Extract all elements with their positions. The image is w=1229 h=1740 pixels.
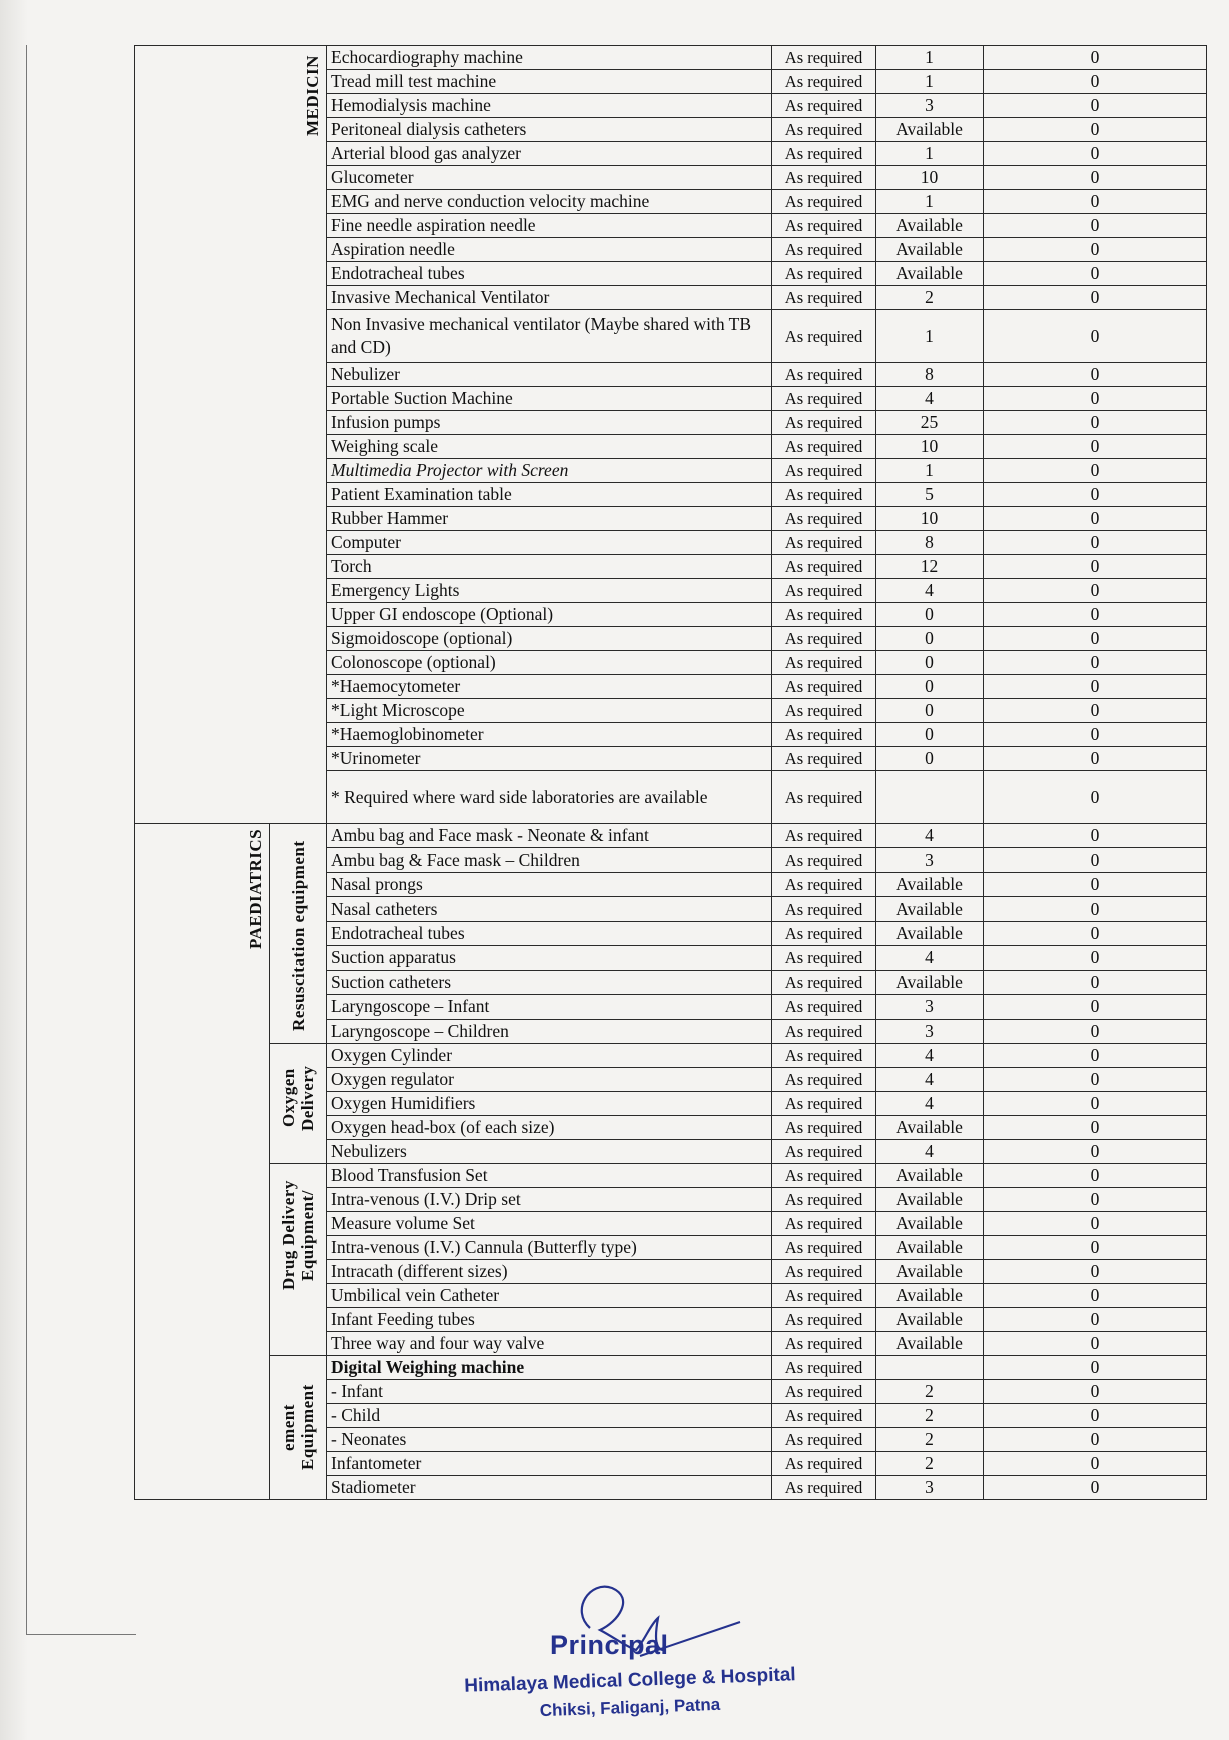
deficit-cell: 0	[984, 824, 1207, 848]
available-cell: 3	[876, 848, 984, 872]
table-row	[135, 1356, 1207, 1380]
available-cell: 4	[876, 946, 984, 970]
deficit-cell: 0	[984, 310, 1207, 363]
item-cell: Intracath (different sizes)	[327, 1260, 772, 1284]
deficit-cell: 0	[984, 970, 1207, 994]
requirement-cell: As required	[772, 1068, 876, 1092]
deficit-cell: 0	[984, 627, 1207, 651]
requirement-cell: As required	[772, 1116, 876, 1140]
requirement-cell: As required	[772, 921, 876, 945]
deficit-cell: 0	[984, 872, 1207, 896]
available-cell: 10	[876, 435, 984, 459]
deficit-cell: 0	[984, 142, 1207, 166]
deficit-cell: 0	[984, 1380, 1207, 1404]
bottom-rule	[26, 1634, 136, 1635]
item-cell: Oxygen Cylinder	[327, 1044, 772, 1068]
item-cell: Intra-venous (I.V.) Drip set	[327, 1188, 772, 1212]
subgroup-drug-delivery	[270, 1164, 327, 1356]
requirement-cell: As required	[772, 897, 876, 921]
deficit-cell: 0	[984, 1092, 1207, 1116]
deficit-cell: 0	[984, 675, 1207, 699]
principal-stamp	[440, 1580, 820, 1730]
requirement-cell: As required	[772, 1236, 876, 1260]
requirement-cell: As required	[772, 435, 876, 459]
department-medicine	[135, 46, 327, 824]
item-cell: Digital Weighing machine	[327, 1356, 772, 1380]
subgroup-oxygen-label: Oxygen Delivery	[279, 1065, 317, 1131]
item-cell: Measure volume Set	[327, 1212, 772, 1236]
available-cell: 4	[876, 1140, 984, 1164]
available-cell: 1	[876, 459, 984, 483]
deficit-cell: 0	[984, 897, 1207, 921]
available-cell: 12	[876, 555, 984, 579]
table-row	[135, 46, 1207, 70]
deficit-cell: 0	[984, 1068, 1207, 1092]
available-cell: Available	[876, 970, 984, 994]
available-cell: Available	[876, 897, 984, 921]
department-paediatrics-label: PAEDIATRICS	[246, 828, 265, 950]
requirement-cell: As required	[772, 94, 876, 118]
item-cell: Ambu bag and Face mask - Neonate & infant	[327, 824, 772, 848]
available-cell: 0	[876, 723, 984, 747]
item-cell: Oxygen Humidifiers	[327, 1092, 772, 1116]
deficit-cell: 0	[984, 1284, 1207, 1308]
item-cell: Three way and four way valve	[327, 1332, 772, 1356]
deficit-cell: 0	[984, 531, 1207, 555]
available-cell: 2	[876, 1428, 984, 1452]
deficit-cell: 0	[984, 1140, 1207, 1164]
requirement-cell: As required	[772, 995, 876, 1019]
subgroup-measurement-label: ement Equipment	[279, 1384, 317, 1471]
available-cell: 0	[876, 747, 984, 771]
deficit-cell: 0	[984, 214, 1207, 238]
item-cell: Echocardiography machine	[327, 46, 772, 70]
item-cell: Oxygen regulator	[327, 1068, 772, 1092]
available-cell: 4	[876, 1068, 984, 1092]
item-cell: Infantometer	[327, 1452, 772, 1476]
available-cell: 1	[876, 70, 984, 94]
table-row	[135, 1164, 1207, 1188]
requirement-cell: As required	[772, 627, 876, 651]
available-cell: Available	[876, 1260, 984, 1284]
available-cell: Available	[876, 1116, 984, 1140]
requirement-cell: As required	[772, 1476, 876, 1500]
requirement-cell: As required	[772, 699, 876, 723]
deficit-cell: 0	[984, 363, 1207, 387]
deficit-cell: 0	[984, 46, 1207, 70]
requirement-cell: As required	[772, 238, 876, 262]
available-cell: 0	[876, 699, 984, 723]
item-cell: Suction catheters	[327, 970, 772, 994]
requirement-cell: As required	[772, 483, 876, 507]
available-cell: Available	[876, 1308, 984, 1332]
deficit-cell: 0	[984, 1044, 1207, 1068]
requirement-cell: As required	[772, 824, 876, 848]
requirement-cell: As required	[772, 507, 876, 531]
available-cell: Available	[876, 1164, 984, 1188]
item-cell: Suction apparatus	[327, 946, 772, 970]
item-cell: Ambu bag & Face mask – Children	[327, 848, 772, 872]
deficit-cell: 0	[984, 1476, 1207, 1500]
requirement-cell: As required	[772, 555, 876, 579]
item-cell: Blood Transfusion Set	[327, 1164, 772, 1188]
item-cell: Hemodialysis machine	[327, 94, 772, 118]
requirement-cell: As required	[772, 1404, 876, 1428]
deficit-cell: 0	[984, 1332, 1207, 1356]
available-cell: 1	[876, 310, 984, 363]
item-cell: - Neonates	[327, 1428, 772, 1452]
available-cell: 2	[876, 1380, 984, 1404]
item-cell: Upper GI endoscope (Optional)	[327, 603, 772, 627]
available-cell: Available	[876, 118, 984, 142]
deficit-cell: 0	[984, 118, 1207, 142]
item-cell: EMG and nerve conduction velocity machine	[327, 190, 772, 214]
requirement-cell: As required	[772, 1380, 876, 1404]
item-cell: Oxygen head-box (of each size)	[327, 1116, 772, 1140]
requirement-cell: As required	[772, 1188, 876, 1212]
deficit-cell: 0	[984, 579, 1207, 603]
table-row	[135, 1044, 1207, 1068]
requirement-cell: As required	[772, 262, 876, 286]
available-cell: 3	[876, 1019, 984, 1044]
requirement-cell: As required	[772, 579, 876, 603]
deficit-cell: 0	[984, 1212, 1207, 1236]
deficit-cell: 0	[984, 699, 1207, 723]
deficit-cell: 0	[984, 946, 1207, 970]
available-cell: 25	[876, 411, 984, 435]
item-cell: Infusion pumps	[327, 411, 772, 435]
deficit-cell: 0	[984, 262, 1207, 286]
stamp-address: Chiksi, Faliganj, Patna	[539, 1694, 721, 1721]
deficit-cell: 0	[984, 1428, 1207, 1452]
item-cell: Portable Suction Machine	[327, 387, 772, 411]
item-cell: Fine needle aspiration needle	[327, 214, 772, 238]
requirement-cell: As required	[772, 190, 876, 214]
item-cell: Sigmoidoscope (optional)	[327, 627, 772, 651]
deficit-cell: 0	[984, 771, 1207, 824]
available-cell: 8	[876, 531, 984, 555]
available-cell: 2	[876, 286, 984, 310]
available-cell: 1	[876, 142, 984, 166]
available-cell: Available	[876, 1212, 984, 1236]
equipment-table-body	[135, 46, 1207, 1500]
item-cell: Computer	[327, 531, 772, 555]
requirement-cell: As required	[772, 459, 876, 483]
deficit-cell: 0	[984, 94, 1207, 118]
deficit-cell: 0	[984, 1404, 1207, 1428]
item-cell: Colonoscope (optional)	[327, 651, 772, 675]
item-cell: Nebulizer	[327, 363, 772, 387]
deficit-cell: 0	[984, 603, 1207, 627]
margin-rule	[26, 45, 27, 1635]
deficit-cell: 0	[984, 1188, 1207, 1212]
subgroup-resuscitation	[270, 824, 327, 1044]
requirement-cell: As required	[772, 1260, 876, 1284]
requirement-cell: As required	[772, 363, 876, 387]
stamp-institution: Himalaya Medical College & Hospital	[463, 1664, 797, 1697]
item-cell: - Child	[327, 1404, 772, 1428]
item-cell: Emergency Lights	[327, 579, 772, 603]
available-cell: 0	[876, 627, 984, 651]
available-cell: Available	[876, 1236, 984, 1260]
available-cell: 3	[876, 1476, 984, 1500]
deficit-cell: 0	[984, 190, 1207, 214]
item-cell: Arterial blood gas analyzer	[327, 142, 772, 166]
deficit-cell: 0	[984, 1260, 1207, 1284]
requirement-cell: As required	[772, 70, 876, 94]
item-cell: Laryngoscope – Children	[327, 1019, 772, 1044]
requirement-cell: As required	[772, 411, 876, 435]
deficit-cell: 0	[984, 1452, 1207, 1476]
deficit-cell: 0	[984, 411, 1207, 435]
item-cell: Rubber Hammer	[327, 507, 772, 531]
available-cell: Available	[876, 921, 984, 945]
requirement-cell: As required	[772, 1332, 876, 1356]
table-row	[135, 824, 1207, 848]
requirement-cell: As required	[772, 723, 876, 747]
deficit-cell: 0	[984, 747, 1207, 771]
requirement-cell: As required	[772, 118, 876, 142]
requirement-cell: As required	[772, 1044, 876, 1068]
available-cell: 1	[876, 190, 984, 214]
available-cell: Available	[876, 214, 984, 238]
available-cell: 10	[876, 166, 984, 190]
deficit-cell: 0	[984, 1236, 1207, 1260]
requirement-cell: As required	[772, 771, 876, 824]
available-cell: 2	[876, 1452, 984, 1476]
department-medicine-label: MEDICIN	[303, 55, 322, 137]
item-cell: Aspiration needle	[327, 238, 772, 262]
available-cell	[876, 771, 984, 824]
item-cell: Nasal catheters	[327, 897, 772, 921]
available-cell: 5	[876, 483, 984, 507]
available-cell: Available	[876, 1332, 984, 1356]
deficit-cell: 0	[984, 70, 1207, 94]
available-cell: 0	[876, 651, 984, 675]
department-paediatrics	[135, 824, 270, 1500]
requirement-cell: As required	[772, 142, 876, 166]
item-cell: Multimedia Projector with Screen	[327, 459, 772, 483]
available-cell: 0	[876, 603, 984, 627]
requirement-cell: As required	[772, 970, 876, 994]
item-cell: Tread mill test machine	[327, 70, 772, 94]
requirement-cell: As required	[772, 848, 876, 872]
subgroup-resuscitation-label: Resuscitation equipment	[288, 840, 308, 1031]
requirement-cell: As required	[772, 310, 876, 363]
item-cell: *Haemoglobinometer	[327, 723, 772, 747]
requirement-cell: As required	[772, 214, 876, 238]
requirement-cell: As required	[772, 1019, 876, 1044]
item-cell: - Infant	[327, 1380, 772, 1404]
available-cell: 1	[876, 46, 984, 70]
available-cell: 4	[876, 387, 984, 411]
available-cell	[876, 1356, 984, 1380]
item-cell: Patient Examination table	[327, 483, 772, 507]
requirement-cell: As required	[772, 946, 876, 970]
requirement-cell: As required	[772, 1164, 876, 1188]
requirement-cell: As required	[772, 1140, 876, 1164]
deficit-cell: 0	[984, 1356, 1207, 1380]
deficit-cell: 0	[984, 1116, 1207, 1140]
item-cell: Weighing scale	[327, 435, 772, 459]
available-cell: Available	[876, 262, 984, 286]
item-cell: Nasal prongs	[327, 872, 772, 896]
requirement-cell: As required	[772, 531, 876, 555]
requirement-cell: As required	[772, 1284, 876, 1308]
deficit-cell: 0	[984, 995, 1207, 1019]
deficit-cell: 0	[984, 651, 1207, 675]
item-cell: Non Invasive mechanical ventilator (Maybe shared with TB and CD)	[327, 310, 772, 363]
requirement-cell: As required	[772, 387, 876, 411]
requirement-cell: As required	[772, 1356, 876, 1380]
deficit-cell: 0	[984, 166, 1207, 190]
item-cell: Intra-venous (I.V.) Cannula (Butterfly type)	[327, 1236, 772, 1260]
item-cell: *Light Microscope	[327, 699, 772, 723]
item-cell: Glucometer	[327, 166, 772, 190]
requirement-cell: As required	[772, 46, 876, 70]
deficit-cell: 0	[984, 848, 1207, 872]
requirement-cell: As required	[772, 1428, 876, 1452]
requirement-cell: As required	[772, 1452, 876, 1476]
item-cell: Invasive Mechanical Ventilator	[327, 286, 772, 310]
requirement-cell: As required	[772, 651, 876, 675]
item-cell: * Required where ward side laboratories are available	[327, 771, 772, 824]
available-cell: 3	[876, 995, 984, 1019]
item-cell: Infant Feeding tubes	[327, 1308, 772, 1332]
available-cell: Available	[876, 1188, 984, 1212]
item-cell: *Urinometer	[327, 747, 772, 771]
deficit-cell: 0	[984, 1164, 1207, 1188]
item-cell: Nebulizers	[327, 1140, 772, 1164]
stamp-title: Principal	[550, 1630, 669, 1660]
available-cell: 4	[876, 579, 984, 603]
requirement-cell: As required	[772, 286, 876, 310]
equipment-table	[134, 45, 1207, 1500]
available-cell: 4	[876, 824, 984, 848]
requirement-cell: As required	[772, 675, 876, 699]
deficit-cell: 0	[984, 286, 1207, 310]
requirement-cell: As required	[772, 1308, 876, 1332]
requirement-cell: As required	[772, 747, 876, 771]
deficit-cell: 0	[984, 1308, 1207, 1332]
item-cell: Laryngoscope – Infant	[327, 995, 772, 1019]
subgroup-oxygen	[270, 1044, 327, 1164]
available-cell: Available	[876, 872, 984, 896]
subgroup-drug-delivery-label: Drug Delivery Equipment/	[279, 1180, 317, 1291]
item-cell: Peritoneal dialysis catheters	[327, 118, 772, 142]
requirement-cell: As required	[772, 166, 876, 190]
deficit-cell: 0	[984, 483, 1207, 507]
available-cell: Available	[876, 1284, 984, 1308]
item-cell: Endotracheal tubes	[327, 262, 772, 286]
deficit-cell: 0	[984, 507, 1207, 531]
requirement-cell: As required	[772, 1212, 876, 1236]
available-cell: Available	[876, 238, 984, 262]
item-cell: Umbilical vein Catheter	[327, 1284, 772, 1308]
item-cell: Stadiometer	[327, 1476, 772, 1500]
available-cell: 0	[876, 675, 984, 699]
available-cell: 8	[876, 363, 984, 387]
deficit-cell: 0	[984, 921, 1207, 945]
requirement-cell: As required	[772, 1092, 876, 1116]
requirement-cell: As required	[772, 603, 876, 627]
available-cell: 3	[876, 94, 984, 118]
deficit-cell: 0	[984, 459, 1207, 483]
deficit-cell: 0	[984, 238, 1207, 262]
item-cell: *Haemocytometer	[327, 675, 772, 699]
available-cell: 4	[876, 1044, 984, 1068]
subgroup-measurement	[270, 1356, 327, 1500]
deficit-cell: 0	[984, 435, 1207, 459]
page-edge-shadow	[0, 0, 28, 1740]
deficit-cell: 0	[984, 555, 1207, 579]
deficit-cell: 0	[984, 723, 1207, 747]
item-cell: Endotracheal tubes	[327, 921, 772, 945]
deficit-cell: 0	[984, 387, 1207, 411]
available-cell: 4	[876, 1092, 984, 1116]
deficit-cell: 0	[984, 1019, 1207, 1044]
item-cell: Torch	[327, 555, 772, 579]
requirement-cell: As required	[772, 872, 876, 896]
available-cell: 2	[876, 1404, 984, 1428]
available-cell: 10	[876, 507, 984, 531]
